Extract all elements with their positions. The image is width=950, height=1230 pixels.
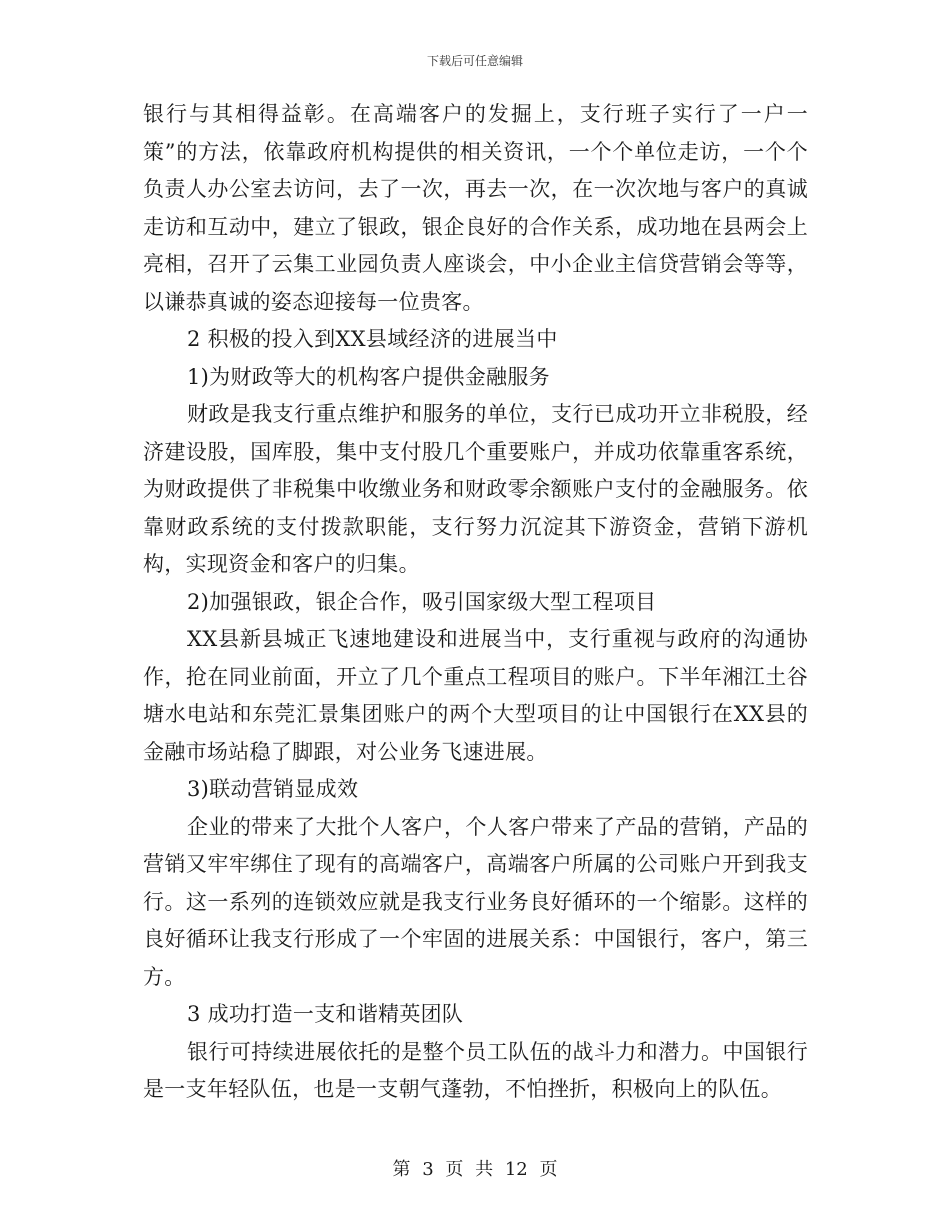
paragraph-continuation: 银行与其相得益彰。在高端客户的发掘上，支行班子实行了一户一策”的方法，依靠政府机构提供的相关资讯，一个个单位走访，一个个负责人办公室去访问，去了一次，再去一次，在一次次地与客户的真诚走访和互动中，建立了银政，银企良好的合作关系，成功地在县两会上亮相，召开了云集工业园负责人座谈会，中小企业主信贷营销会等等，以谦恭真诚的姿态迎接每一位贵客。 bbox=[143, 102, 808, 314]
subheading-2-3: 3)联动营销显成效 bbox=[187, 777, 359, 801]
paragraph-team: 银行可持续进展依托的是整个员工队伍的战斗力和潜力。中国银行是一支年轻队伍，也是一支朝气蓬勃，不怕挫折，积极向上的队伍。 bbox=[143, 1039, 808, 1101]
section-heading-2: 2 积极的投入到XX县域经济的进展当中 bbox=[187, 327, 558, 351]
subheading-2-2: 2)加强银政，银企合作，吸引国家级大型工程项目 bbox=[187, 589, 657, 614]
page-number-footer: 第 3 页 共 12 页 bbox=[392, 1159, 558, 1180]
section-heading-3: 3 成功打造一支和谐精英团队 bbox=[187, 1002, 464, 1026]
paragraph-projects: XX县新县城正飞速地建设和进展当中，支行重视与政府的沟通协作，抢在同业前面，开立了几个重点工程项目的账户。下半年湘江土谷塘水电站和东莞汇景集团账户的两个大型项目的让中国银行在XX县的金融市场站稳了脚跟，对公业务飞速进展。 bbox=[143, 627, 808, 764]
paragraph-marketing: 企业的带来了大批个人客户，个人客户带来了产品的营销，产品的营销又牢牢绑住了现有的高端客户，高端客户所属的公司账户开到我支行。这一系列的连锁效应就是我支行业务良好循环的一个缩影。这样的良好循环让我支行形成了一个牢固的进展关系：中国银行，客户，第三方。 bbox=[143, 814, 808, 989]
page-header: 下载后可任意编辑 bbox=[426, 54, 523, 68]
paragraph-finance: 财政是我支行重点维护和服务的单位，支行已成功开立非税股，经济建设股，国库股，集中支付股几个重要账户，并成功依靠重客系统，为财政提供了非税集中收缴业务和财政零余额账户支付的金融服务。依靠财政系统的支付拨款职能，支行努力沉淀其下游资金，营销下游机构，实现资金和客户的归集。 bbox=[143, 402, 808, 576]
document-body bbox=[143, 96, 808, 1109]
subheading-2-1: 1)为财政等大的机构客户提供金融服务 bbox=[187, 364, 550, 389]
